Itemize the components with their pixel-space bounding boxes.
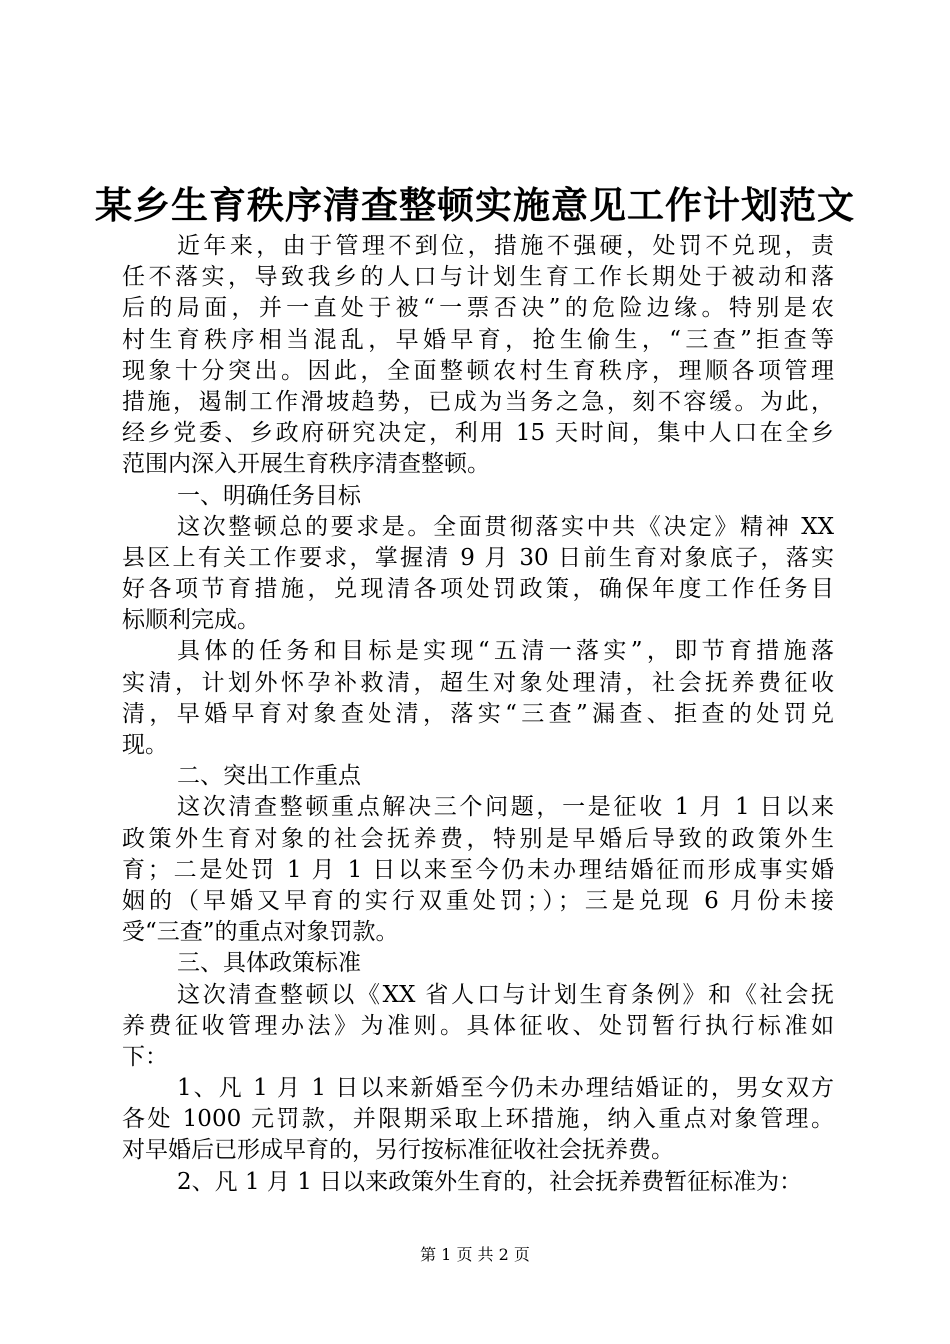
text-line: 具体的任务和目标是实现“五清一落实”，即节育措施落: [177, 638, 834, 665]
text-line: 村生育秩序相当混乱，早婚早育，抢生偷生，“三查”拒查等: [122, 326, 834, 353]
text-line: 经乡党委、乡政府研究决定，利用 15 天时间，集中人口在全乡: [122, 420, 834, 447]
document-body: [122, 231, 834, 1198]
text-line: 这次清查整顿以《XX 省人口与计划生育条例》和《社会抚: [177, 981, 834, 1008]
text-line: 现象十分突出。因此，全面整顿农村生育秩序，理顺各项管理: [122, 357, 834, 384]
text-line: 任不落实，导致我乡的人口与计划生育工作长期处于被动和落: [122, 264, 834, 291]
text-line: 措施，遏制工作滑坡趋势，已成为当务之急，刻不容缓。为此，: [122, 388, 834, 415]
section-heading: [122, 481, 834, 512]
document-title: 某乡生育秩序清查整顿实施意见工作计划范文: [95, 183, 855, 227]
text-line: 三、具体政策标准: [177, 950, 361, 977]
text-line: 这次整顿总的要求是。全面贯彻落实中共《决定》精神 XX: [177, 513, 834, 540]
text-line: 这次清查整顿重点解决三个问题，一是征收 1 月 1 日以来: [177, 794, 834, 821]
paragraph: [122, 1167, 834, 1198]
text-line: 好各项节育措施，兑现清各项处罚政策，确保年度工作任务目: [122, 576, 834, 603]
text-line: 县区上有关工作要求，掌握清 9 月 30 日前生育对象底子，落实: [122, 544, 834, 571]
text-line: 实清，计划外怀孕补救清，超生对象处理清，社会抚养费征收: [122, 669, 834, 696]
section-heading: [122, 761, 834, 792]
text-line: 育；二是处罚 1 月 1 日以来至今仍未办理结婚征而形成事实婚: [122, 856, 834, 883]
paragraph: [122, 980, 834, 1074]
text-line: 下：: [122, 1043, 168, 1070]
text-line: 姻的（早婚又早育的实行双重处罚；）；三是兑现 6 月份未接: [122, 887, 834, 914]
text-line: 清，早婚早育对象查处清，落实“三查”漏查、拒查的处罚兑: [122, 700, 834, 727]
text-line: 二、突出工作重点: [177, 763, 361, 790]
text-line: 政策外生育对象的社会抚养费，特别是早婚后导致的政策外生: [122, 825, 834, 852]
paragraph: [122, 792, 834, 948]
text-line: 近年来，由于管理不到位，措施不强硬，处罚不兑现，责: [177, 233, 834, 259]
paragraph: [122, 231, 834, 481]
text-line: 后的局面，并一直处于被“一票否决”的危险边缘。特别是农: [122, 295, 834, 322]
text-line: 一、明确任务目标: [177, 482, 361, 509]
page-footer: 第 1 页 共 2 页: [420, 1245, 530, 1264]
text-line: 2、凡 1 月 1 日以来政策外生育的，社会抚养费暂征标准为：: [177, 1168, 803, 1195]
text-line: 现。: [122, 732, 168, 758]
paragraph: [122, 636, 834, 761]
text-line: 标顺利完成。: [122, 607, 260, 634]
text-line: 养费征收管理办法》为准则。具体征收、处罚暂行执行标准如: [122, 1012, 834, 1039]
text-line: 对早婚后已形成早育的，另行按标准征收社会抚养费。: [122, 1137, 674, 1164]
text-line: 受“三查”的重点对象罚款。: [122, 919, 399, 946]
text-line: 1、凡 1 月 1 日以来新婚至今仍未办理结婚证的，男女双方: [177, 1075, 834, 1102]
text-line: 各处 1000 元罚款，并限期采取上环措施，纳入重点对象管理。: [122, 1106, 834, 1133]
section-heading: [122, 948, 834, 979]
text-line: 范围内深入开展生育秩序清查整顿。: [122, 451, 490, 478]
paragraph: [122, 512, 834, 637]
paragraph: [122, 1073, 834, 1167]
